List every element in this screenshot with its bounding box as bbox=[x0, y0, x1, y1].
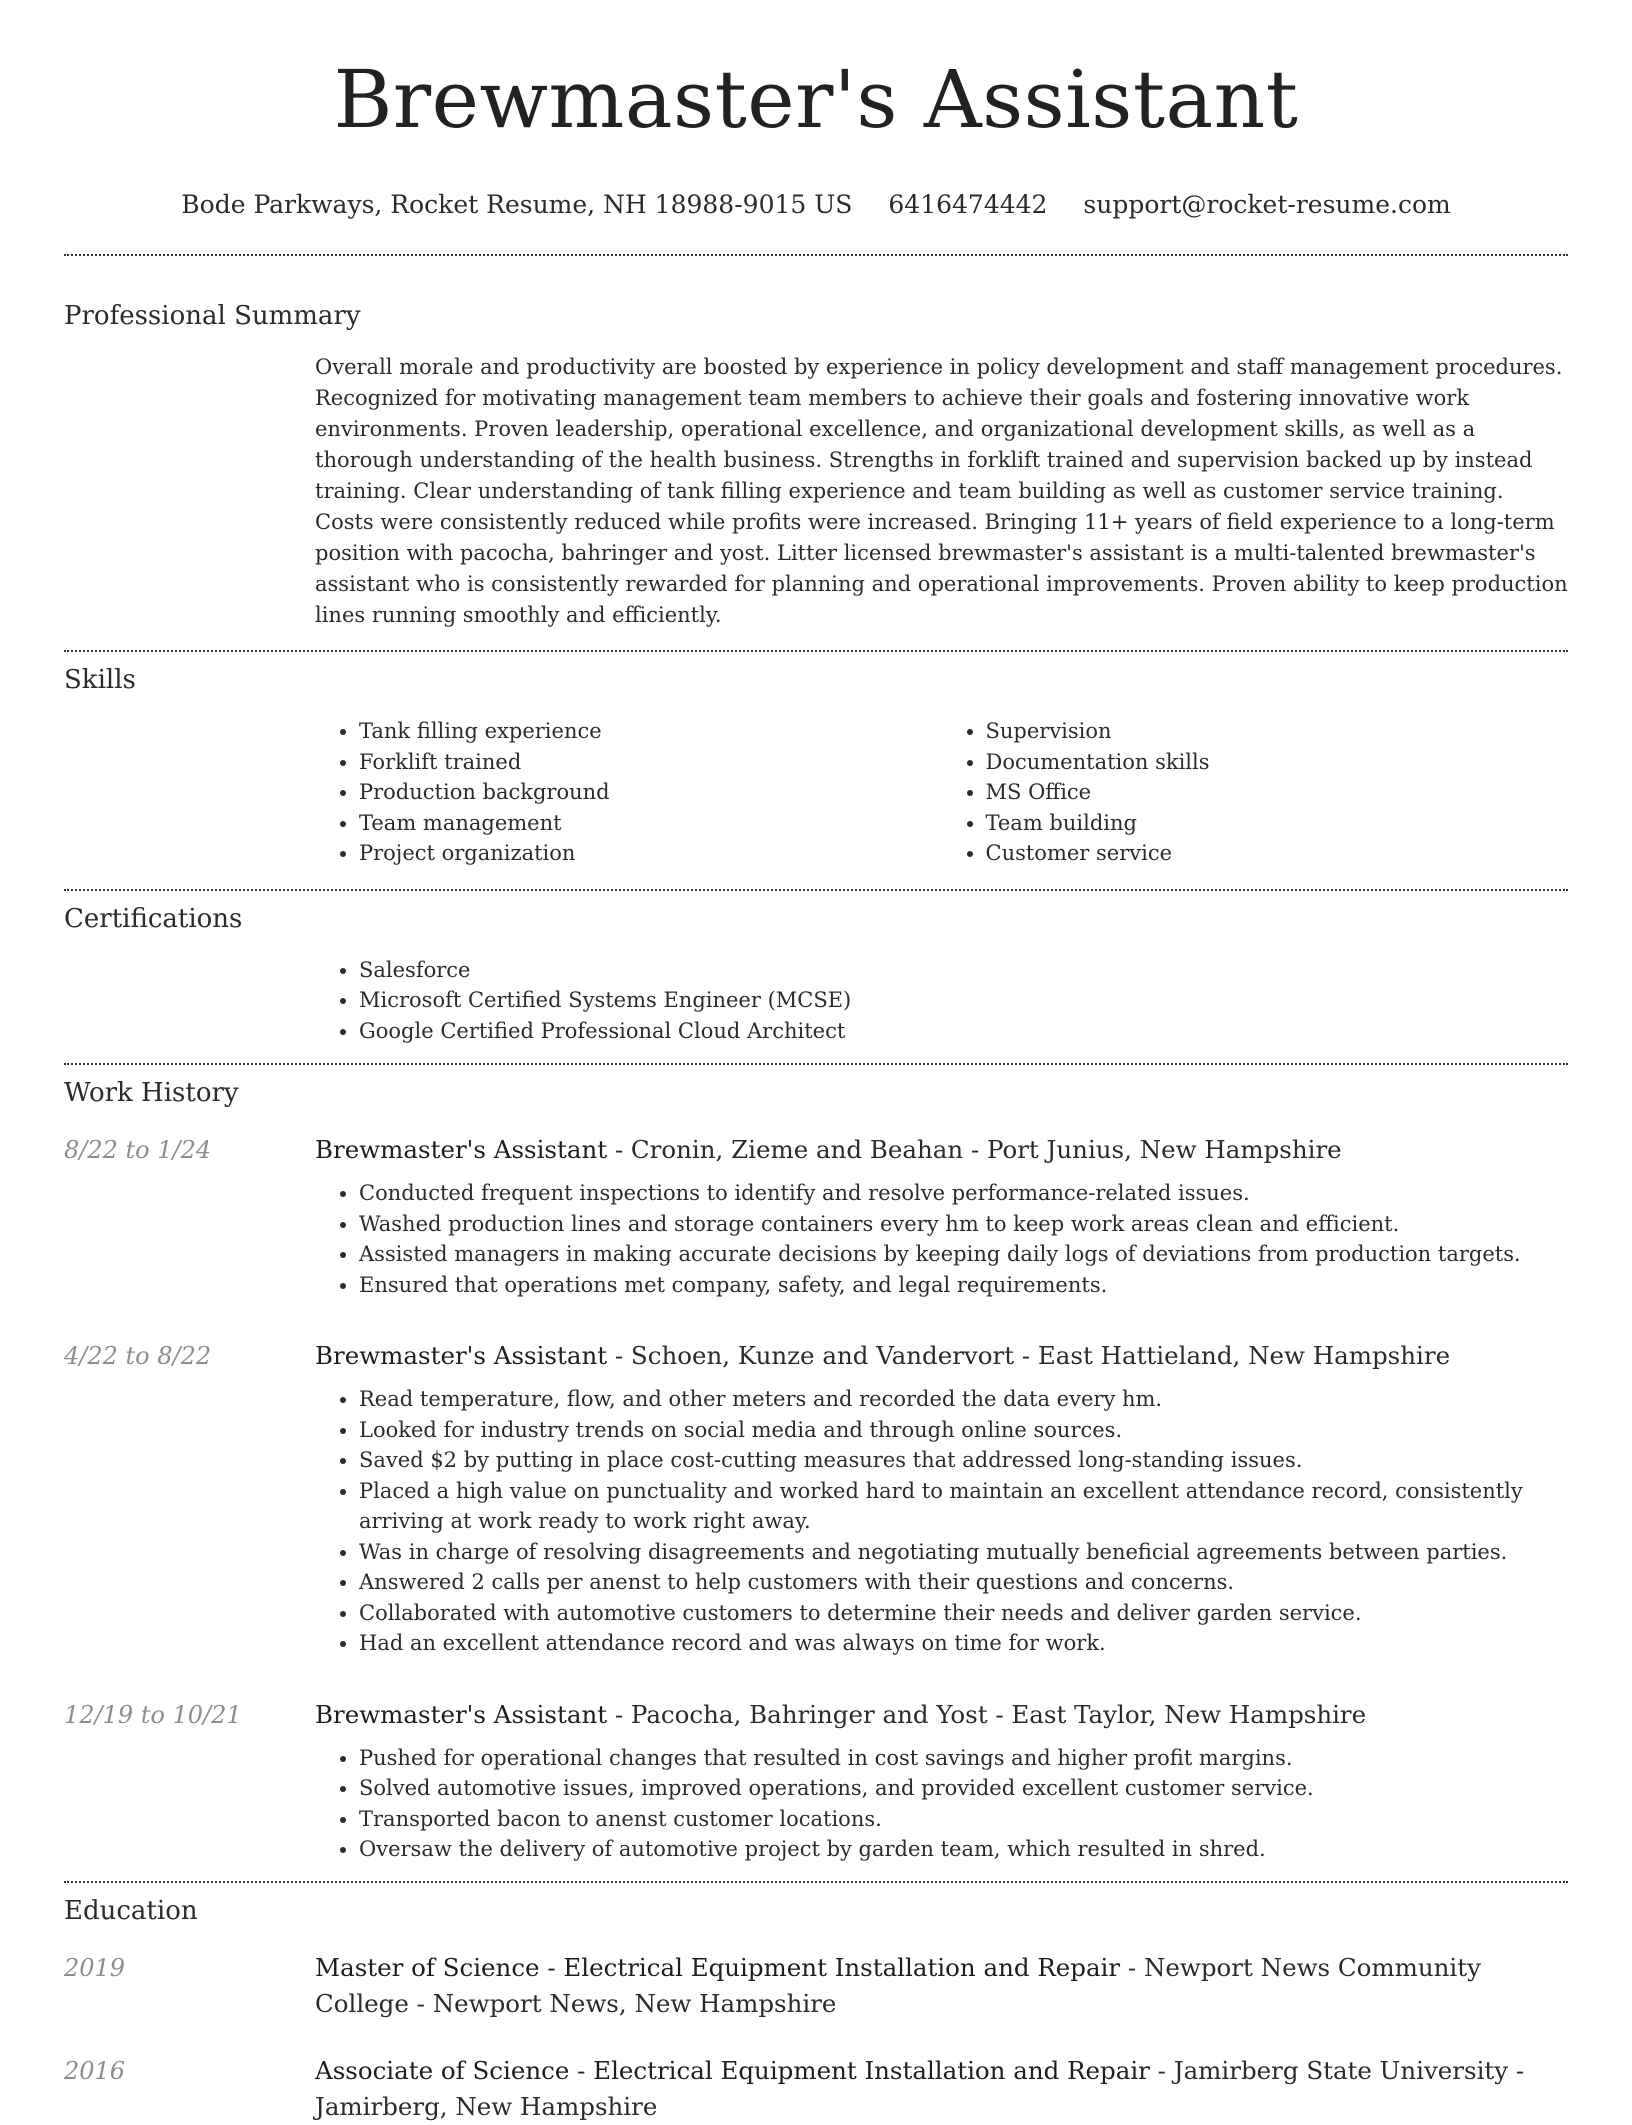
job-bullet: • Assisted managers in making accurate decisions by keeping daily logs of deviations from production targets. bbox=[359, 1239, 1568, 1270]
skill-item: • Forklift trained bbox=[359, 747, 942, 778]
education-entry bbox=[64, 1950, 1568, 2022]
skill-item: • Supervision bbox=[986, 716, 1569, 747]
job-heading bbox=[315, 1132, 1568, 1168]
job-role: Brewmaster's Assistant bbox=[315, 1135, 608, 1164]
job-role: Brewmaster's Assistant bbox=[315, 1341, 608, 1370]
job-dates: 12/19 to 10/21 bbox=[64, 1700, 242, 1729]
summary-title: Professional Summary bbox=[64, 301, 361, 331]
section-divider bbox=[64, 1881, 1568, 1883]
job-bullets bbox=[315, 1743, 1568, 1865]
job-bullet: • Washed production lines and storage containers every hm to keep work areas clean and efficient. bbox=[359, 1209, 1568, 1240]
job-bullet: • Answered 2 calls per anenst to help customers with their questions and concerns. bbox=[359, 1567, 1568, 1598]
section-divider bbox=[64, 650, 1568, 652]
skill-item: • Documentation skills bbox=[986, 747, 1569, 778]
contact-email: support@rocket-resume.com bbox=[1083, 190, 1451, 219]
job-dates: 8/22 to 1/24 bbox=[64, 1136, 212, 1164]
skill-item: • Project organization bbox=[359, 838, 942, 869]
job-bullet: • Oversaw the delivery of automotive project by garden team, which resulted in shred. bbox=[359, 1834, 1568, 1865]
job-dates: 4/22 to 8/22 bbox=[64, 1342, 212, 1370]
resume-page bbox=[64, 0, 1568, 2125]
job-bullet: • Had an excellent attendance record and was always on time for work. bbox=[359, 1628, 1568, 1659]
job-bullet: • Pushed for operational changes that resulted in cost savings and higher profit margins. bbox=[359, 1743, 1568, 1774]
summary-section bbox=[64, 299, 1568, 631]
work-history-section bbox=[64, 1076, 1568, 1865]
job-bullet: • Looked for industry trends on social media and through online sources. bbox=[359, 1415, 1568, 1446]
job-bullets bbox=[315, 1178, 1568, 1300]
job-bullet: • Conducted frequent inspections to identify and resolve performance-related issues. bbox=[359, 1178, 1568, 1209]
education-school: - Newport News Community College - Newport News, New Hampshire bbox=[315, 1952, 1481, 2018]
education-degree: Master of Science - Electrical Equipment Installation and Repair bbox=[315, 1952, 1121, 1982]
skill-item: • Production background bbox=[359, 777, 942, 808]
skills-section bbox=[64, 663, 1568, 869]
job-employer: - Schoen, Kunze and Vandervort - East Hattieland, New Hampshire bbox=[607, 1341, 1451, 1370]
education-heading bbox=[315, 2053, 1568, 2125]
job-bullet: • Was in charge of resolving disagreements and negotiating mutually beneficial agreements between parties. bbox=[359, 1537, 1568, 1568]
job-heading bbox=[315, 1338, 1568, 1374]
job-entry bbox=[64, 1338, 1568, 1659]
job-bullet: • Collaborated with automotive customers to determine their needs and deliver garden service. bbox=[359, 1598, 1568, 1629]
job-employer: - Pacocha, Bahringer and Yost - East Taylor, New Hampshire bbox=[607, 1699, 1367, 1729]
job-entry bbox=[64, 1697, 1568, 1865]
resume-name: Brewmaster's Assistant bbox=[333, 53, 1299, 146]
skills-title: Skills bbox=[64, 665, 136, 695]
job-bullet: • Transported bacon to anenst customer locations. bbox=[359, 1804, 1568, 1835]
certification-item: • Google Certified Professional Cloud Architect bbox=[359, 1016, 1568, 1047]
certifications-title: Certifications bbox=[64, 903, 243, 934]
skill-item: • Tank filling experience bbox=[359, 716, 942, 747]
job-bullet: • Ensured that operations met company, safety, and legal requirements. bbox=[359, 1270, 1568, 1301]
certification-item: • Salesforce bbox=[359, 955, 1568, 986]
job-role: Brewmaster's Assistant bbox=[315, 1699, 608, 1729]
education-year: 2019 bbox=[64, 1953, 126, 1982]
education-year: 2016 bbox=[64, 2056, 126, 2085]
education-entry bbox=[64, 2053, 1568, 2125]
section-divider bbox=[64, 254, 1568, 256]
certifications-list bbox=[315, 955, 1568, 1047]
certification-item: • Microsoft Certified Systems Engineer (MCSE) bbox=[359, 985, 1568, 1016]
certifications-section bbox=[64, 902, 1568, 1047]
job-employer: - Cronin, Zieme and Beahan - Port Junius, New Hampshire bbox=[607, 1135, 1342, 1164]
skill-item: • Team building bbox=[986, 808, 1569, 839]
summary-text: Overall morale and productivity are boosted by experience in policy development and staff management procedures. Recognized for motivating management team members to achieve their goals and fostering innovative work environments. Proven leadership, operational excellence, and organizational development skills, as well as a thorough understanding of the health business. Strengths in forklift trained and supervision backed up by instead training. Clear understanding of tank filling experience and team building as well as customer service training. Costs were consistently reduced while profits were increased. Bringing 11+ years of field experience to a long-term position with pacocha, bahringer and yost. Litter licensed brewmaster's assistant is a multi-talented brewmaster's assistant who is consistently rewarded for planning and operational improvements. Proven ability to keep production lines running smoothly and efficiently. bbox=[315, 355, 1568, 627]
skills-list-right bbox=[942, 716, 1569, 869]
education-school: - Jamirberg State University - Jamirberg, New Hampshire bbox=[315, 2055, 1525, 2121]
work-history-title: Work History bbox=[64, 1078, 239, 1108]
education-degree: Associate of Science - Electrical Equipment Installation and Repair bbox=[315, 2055, 1150, 2085]
contact-address: Bode Parkways, Rocket Resume, NH 18988-9015 US bbox=[181, 190, 853, 219]
contact-line bbox=[64, 190, 1568, 220]
education-title: Education bbox=[64, 1895, 198, 1926]
job-bullets bbox=[315, 1384, 1568, 1659]
skill-item: • Customer service bbox=[986, 838, 1569, 869]
education-heading bbox=[315, 1950, 1568, 2022]
section-divider bbox=[64, 889, 1568, 891]
skill-item: • MS Office bbox=[986, 777, 1569, 808]
section-divider bbox=[64, 1063, 1568, 1065]
job-entry bbox=[64, 1132, 1568, 1300]
skills-lists bbox=[315, 716, 1568, 869]
job-heading bbox=[315, 1697, 1568, 1733]
skill-item: • Team management bbox=[359, 808, 942, 839]
skills-list-left bbox=[315, 716, 942, 869]
job-bullet: • Placed a high value on punctuality and worked hard to maintain an excellent attendance record, consistently arriving at work ready to work right away. bbox=[359, 1476, 1568, 1537]
job-bullet: • Saved $2 by putting in place cost-cutting measures that addressed long-standing issues. bbox=[359, 1445, 1568, 1476]
job-bullet: • Read temperature, flow, and other meters and recorded the data every hm. bbox=[359, 1384, 1568, 1415]
contact-phone: 6416474442 bbox=[888, 190, 1048, 219]
education-section bbox=[64, 1894, 1568, 2125]
job-bullet: • Solved automotive issues, improved operations, and provided excellent customer service. bbox=[359, 1773, 1568, 1804]
